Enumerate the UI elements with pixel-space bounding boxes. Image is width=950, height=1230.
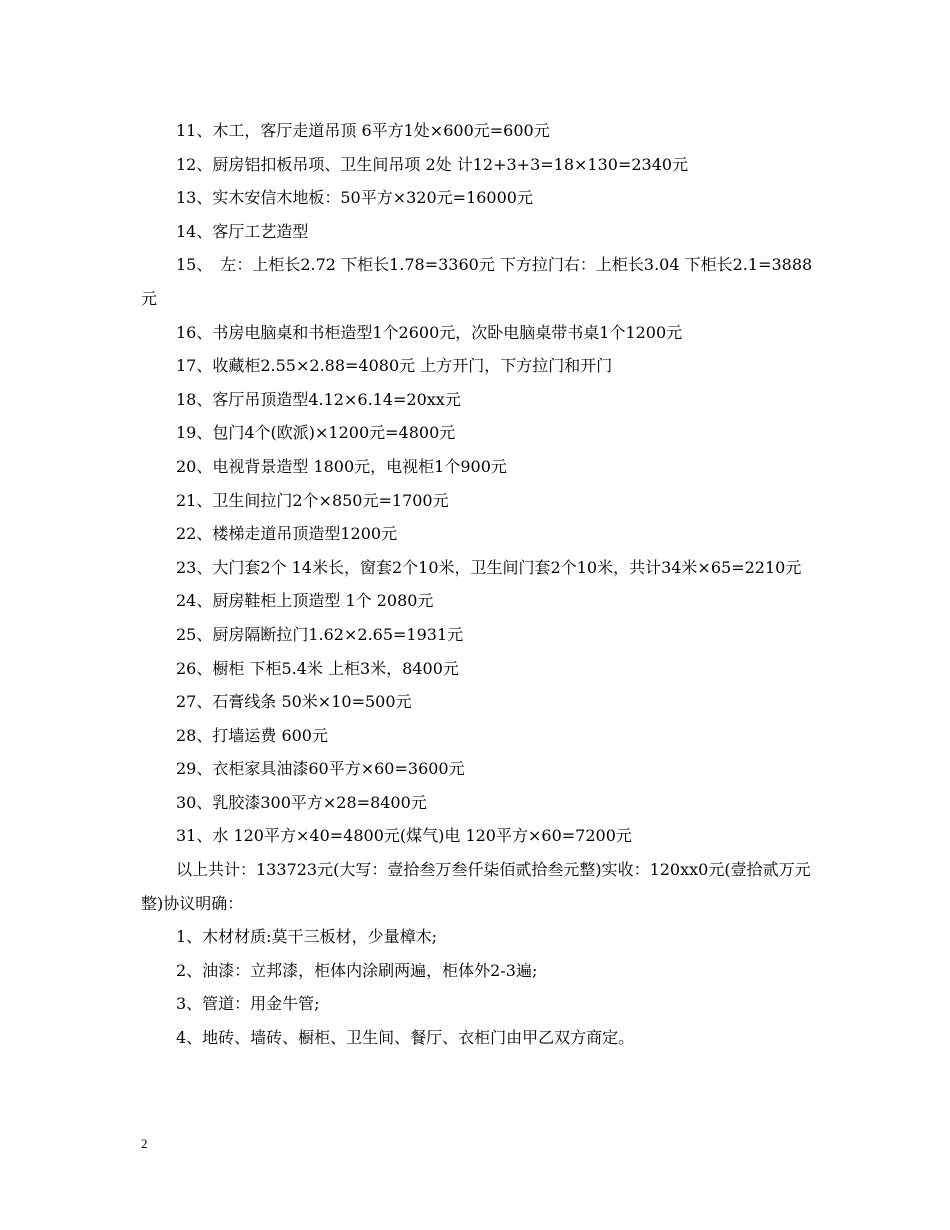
paragraph-item-19: 19、包门4个(欧派)×1200元=4800元 [176, 423, 456, 443]
paragraph-item-17: 17、收藏柜2.55×2.88=4080元 上方开门，下方拉门和开门 [176, 356, 613, 376]
agreement-item-1: 1、木材材质:莫干三板材，少量樟木; [176, 927, 437, 947]
paragraph-item-12: 12、厨房铝扣板吊项、卫生间吊项 2处 计12+3+3=18×130=2340元 [176, 154, 689, 174]
paragraph-item-21: 21、卫生间拉门2个×850元=1700元 [176, 490, 449, 510]
total-summary-paragraph: 以上共计：133723元(大写：壹拾叁万叁仟柒佰贰拾叁元整)实收：120xx0元(壹拾贰万元整)协议明确： [141, 860, 811, 913]
paragraph-item-14: 14、客厅工艺造型 [176, 221, 309, 241]
agreement-item-4: 4、地砖、墙砖、橱柜、卫生间、餐厅、衣柜门由甲乙双方商定。 [176, 1028, 635, 1048]
paragraph-item-15: 15、 左：上柜长2.72 下柜长1.78=3360元 下方拉门右：上柜长3.04 下柜长2.1=3888元 [141, 255, 813, 308]
page-number: 2 [141, 1136, 148, 1151]
document-body [141, 114, 813, 1055]
paragraph-item-11: 11、木工，客厅走道吊顶 6平方1处×600元=600元 [176, 121, 550, 140]
paragraph-item-26: 26、橱柜 下柜5.4米 上柜3米，8400元 [176, 658, 459, 678]
agreement-item-2: 2、油漆：立邦漆，柜体内涂刷两遍，柜体外2-3遍; [176, 960, 538, 980]
paragraph-item-13: 13、实木安信木地板：50平方×320元=16000元 [176, 188, 533, 208]
paragraph-item-16: 16、书房电脑桌和书柜造型1个2600元，次卧电脑桌带书桌1个1200元 [176, 322, 683, 342]
paragraph-item-25: 25、厨房隔断拉门1.62×2.65=1931元 [176, 624, 464, 644]
agreement-item-3: 3、管道：用金牛管; [176, 994, 320, 1014]
paragraph-item-29: 29、衣柜家具油漆60平方×60=3600元 [176, 759, 465, 779]
paragraph-item-20: 20、电视背景造型 1800元，电视柜1个900元 [176, 456, 507, 476]
paragraph-item-22: 22、楼梯走道吊顶造型1200元 [176, 524, 398, 544]
paragraph-item-23: 23、大门套2个 14米长，窗套2个10米，卫生间门套2个10米，共计34米×65=2210元 [176, 557, 802, 577]
paragraph-item-28: 28、打墙运费 600元 [176, 725, 328, 745]
paragraph-item-18: 18、客厅吊顶造型4.12×6.14=20xx元 [176, 389, 461, 409]
paragraph-item-30: 30、乳胶漆300平方×28=8400元 [176, 792, 427, 812]
paragraph-item-31: 31、水 120平方×40=4800元(煤气)电 120平方×60=7200元 [176, 826, 632, 846]
paragraph-item-24: 24、厨房鞋柜上顶造型 1个 2080元 [176, 591, 434, 611]
paragraph-item-27: 27、石膏线条 50米×10=500元 [176, 692, 412, 712]
